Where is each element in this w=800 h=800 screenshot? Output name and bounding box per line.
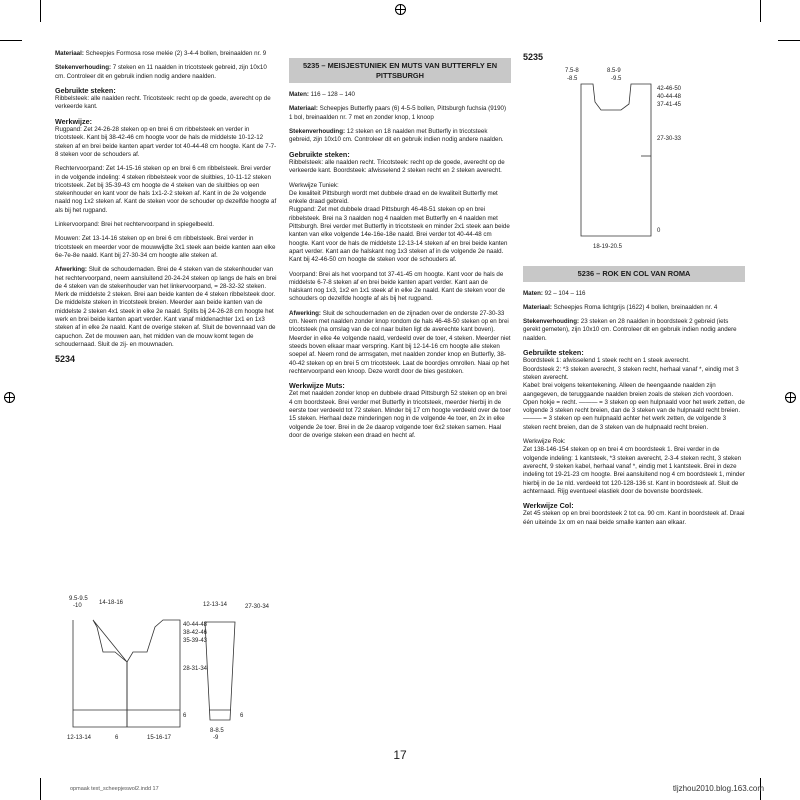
mouwen-text: Mouwen: Zet 13-14-16 steken op en brei 6 cm ribbelsteek. Brei verder in tricotsteek en meerder voor de mouwwijdte 3x1 steek aan beide kanten aan elke 6e-7e-8e naald. Kant bij 27-30-34 cm hoogte alle steken af. (55, 235, 276, 259)
maten-paragraph (523, 290, 745, 298)
crop-mark (40, 778, 41, 800)
materiaal-paragraph (55, 50, 277, 58)
dim-label: -9 (213, 735, 219, 741)
dim-label: 6 (115, 735, 119, 741)
kabel-text: Kabel: brei volgens tekentekening. Alleen de heengaande naalden zijn aangegeven, de teruggaande naalden breien zoals de steken zich voordoen. Open hokje = recht. ——— = 3 steken op een hulpnaald voor het werk zetten, de volgende 3 steken recht breien, dan de 3 steken van de hulpnaald recht breien. ——— = 3 steken op een hulpnaald achter het werk zetten, de volgende 3 steken recht breien, dan de 3 steken van de hulpnaald recht breien. (523, 382, 745, 431)
maten-paragraph (289, 91, 511, 99)
dim-label: 8-8.5 (210, 728, 224, 734)
stekenverhouding-text: 12 steken en 18 naalden met Butterfly in tricotsteek gebreid, zijn 10x10 cm. Controleer dit en gebruik indien nodig andere naalden. (289, 128, 504, 144)
gebruikte-steken-heading: Gebruikte steken: (55, 85, 116, 95)
dim-label: 9.5-9.5 (69, 596, 88, 602)
schematic-tunic-outline (581, 84, 651, 236)
boordsteek-1-text: Boordsteek 1: afwisselend 1 steek recht en 1 steek averecht. (523, 357, 690, 365)
materiaal-paragraph (289, 105, 511, 122)
dim-label: 27-30-34 (245, 604, 270, 610)
dim-label: 35-39-43 (183, 638, 208, 644)
dim-label: -9.5 (611, 76, 622, 82)
stekenverhouding-paragraph (523, 318, 745, 343)
afwerking-label: Afwerking: (55, 266, 87, 274)
footer-file-name: opmaak text_scheepjeswol2.indd 17 (70, 786, 159, 792)
dim-label: 18-19-20.5 (593, 244, 623, 250)
dim-label: 38-42-46 (183, 630, 208, 636)
stekenverhouding-paragraph (55, 64, 277, 81)
dim-label: 12-13-14 (67, 735, 92, 741)
materiaal-label: Materiaal: (55, 50, 84, 57)
crop-mark (0, 40, 22, 41)
crop-mark (40, 0, 41, 22)
maten-text: 92 – 104 – 116 (544, 289, 586, 297)
werkwijze-rok-heading: Werkwijze Rok: (523, 438, 566, 446)
materiaal-paragraph (523, 304, 745, 312)
rok-text: Zet 138-146-154 steken op en brei 4 cm boordsteek 1. Brei verder in de volgende indeling: 1 kantsteek, *3 steken averecht, 2-3-4 steken recht, 3 steken averecht, 9 steken kabel, herhaal vanaf *, eindig met 1 kantsteek. Brei in deze indeling tot 19-21-23 cm hoogte. Brei aansluitend nog 4 cm boordsteek 1, minder hierbij in de 1e nld. verdeeld tot 120-128-136 st. Kant in boordsteek af. Sluit de achternaad. Rijg eventueel elastiek door de bovenste boordsteek. (523, 446, 745, 495)
dim-label: 37-41-45 (657, 102, 682, 108)
boordsteek-2-text: Boordsteek 2: *3 steken averecht, 3 steken recht, herhaal vanaf *, eindig met 3 steken averecht. (523, 365, 739, 381)
maten-text: 116 – 128 – 140 (310, 91, 355, 99)
schematic-5235 (523, 64, 748, 254)
column-middle (289, 58, 511, 446)
schematic-5234 (55, 592, 290, 742)
tuniek-voorpand: Voorpand: Brei als het voorpand tot 37-41-45 cm hoogte. Kant voor de hals de middelste 6-7-8 steken af en brei beide kanten apart verder. Kant aan de halskant nog 1x3, 1x2 en 1x1 steek af in elke 2e naald. Kant de steken voor de schouders op dezelfde hoogte af als bij het rugpand. (289, 270, 506, 303)
afwerking-text: Sluit de schoudernaden en de zijnaden over de onderste 27-30-33 cm. Neem met naalden zonder knop rondom de hals 46-48-50 steken op en brei tricotsteek (na omslag van de col naar buiten ligt de averechte kant boven). Meerder in elke 4e volgende naald, verdeeld over de toer, 4 steken. Meerder niet steeds boven elkaar maar verspring. Kant bij 12-14-16 cm hoogte alle steken soepel af. Neem rond de armsgaten, met naalden zonder knop en Butterfly, 38-40-42 steken op en brei 5 cm tricotsteek. Laat de boordjes omrollen. Naai op het rechtervoorpand een knoop. Deze wordt door de bies gestoken. (289, 309, 511, 375)
column-right (523, 266, 745, 533)
gebruikte-steken-text: Ribbelsteek: alle naalden recht. Tricotsteek: recht op de goede, averecht op de verkeerde kant. (55, 95, 271, 111)
crop-mark (760, 0, 761, 22)
schematic-sleeve-outline (205, 622, 235, 720)
column-left (55, 50, 277, 364)
footer-watermark: tljzhou2010.blog.163.com (672, 784, 764, 793)
werkwijze-heading: Werkwijze: (55, 116, 93, 126)
rugpand-text: Rugpand: Zet 24-26-28 steken op en brei 6 cm ribbelsteek en verder in tricotsteek. Kant bij 38-42-46 cm hoogte voor de hals de middelste 10-12-12 steken af en brei beide kanten apart verder tot 40-44-48 cm hoogte. Kant de 7-7-8 steken voor de schouders af. (55, 126, 277, 158)
dim-label: -10 (73, 603, 82, 609)
dim-label: 40-44-48 (657, 94, 682, 100)
stekenverhouding-label: Stekenverhouding: (523, 318, 580, 326)
col-text: Zet 45 steken op en brei boordsteek 2 tot ca. 90 cm. Kant in boordsteek af. Draai één uiteinde 1x om en naai beide smalle kanten aan elkaar. (523, 510, 745, 526)
muts-text: Zet met naalden zonder knop en dubbele draad Pittsburgh 52 steken op en brei 4 cm boordsteek. Brei verder met Butterfly in tricotsteek, meerder hierbij in de eerste toer verdeeld tot 72 steken. Minder bij 17 cm hoogte verdeeld over de toer 15 steken. Herhaal deze minderingen nog in de volgende 4e toer, en 2x in elke volgende 2e toer. Brei in de 2e daarop volgende toer 6x2 steken samen. Haal door de overige steken een draad en hecht af. (289, 390, 511, 439)
gebruikte-steken-heading: Gebruikte steken: (523, 348, 584, 358)
linkervoorpand-text: Linkervoorpand: Brei het rechtervoorpand in spiegelbeeld. (55, 221, 214, 229)
stekenverhouding-text: 7 steken en 11 naalden in tricotsteek gebreid, zijn 10x10 cm. Controleer dit en gebruik indien nodig andere naalden. (55, 64, 267, 80)
registration-mark-left (4, 392, 15, 403)
werkwijze-muts-heading: Werkwijze Muts: (289, 381, 345, 391)
dim-label: 6 (240, 713, 244, 719)
stekenverhouding-label: Stekenverhouding: (289, 128, 346, 136)
stekenverhouding-paragraph (289, 128, 511, 145)
materiaal-label: Materiaal: (289, 105, 318, 113)
maten-label: Maten: (289, 91, 309, 99)
werkwijze-col-heading: Werkwijze Col: (523, 501, 574, 511)
tuniek-rugpand: Rugpand: Zet met dubbele draad Pittsburgh 46-48-51 steken op en brei ribbelsteek. Brei na 3 naalden nog 4 naalden met Butterfly en 4 naalden met Pittsburgh. Brei verder met Butterfly in tricotsteek en minder 2x1 steek aan beide kanten van elke volgende 14e-16e-18e naald. Brei verder tot 40-44-48 cm hoogte. Kant voor de hals de middelste 12-13-14 steken af en brei beide kanten apart verder. Kant aan de halskant nog 1x3 steken af in de volgende 2e naald. Kant bij 42-46-50 cm hoogte de steken voor de schouders af. (289, 206, 510, 264)
registration-mark-right (785, 392, 796, 403)
dim-label: 40-44-48 (183, 622, 208, 628)
materiaal-text: Scheepjes Formosa rose melée (2) 3-4-4 bollen, breinaalden nr. 9 (85, 50, 267, 57)
crop-mark (778, 40, 800, 41)
tuniek-intro: De kwaliteit Pittsburgh wordt met dubbele draad en de kwaliteit Butterfly met enkele draad gebreid. (289, 189, 498, 206)
section-banner-5236: 5236 – ROK EN COL VAN ROMA (523, 266, 745, 282)
diagram-number-5234: 5234 (55, 354, 76, 365)
stekenverhouding-text: 23 steken en 28 naalden in boordsteek 2 gebreid (iets gerekt gemeten), zijn 10x10 cm. Controleer dit en gebruik indien nodig andere naalden. (523, 318, 737, 342)
dim-label: 12-13-14 (203, 602, 228, 608)
dim-label: -8.5 (567, 76, 578, 82)
materiaal-label: Materiaal: (523, 303, 552, 311)
dim-label: 27-30-33 (657, 136, 682, 142)
materiaal-text: Scheepjes Roma lichtgrijs (1622) 4 bollen, breinaalden nr. 4 (553, 303, 718, 311)
section-banner-5235: 5235 – MEISJESTUNIEK EN MUTS VAN BUTTERFLY EN PITTSBURGH (289, 58, 511, 83)
afwerking-text: Sluit de schoudernaden. Brei de 4 steken van de stekenhouder van het rechtervoorpand, neem aansluitend 20-24-24 steken op langs de hals en brei de 4 steken van de stekenhouder van het linkervoorpand, = 28-32-32 steken. Merk de middelste 2 steken. Brei aan beide kanten de 4 steken ribbelsteek door. De middelste steken in tricotsteek breien. Meerder aan beide kanten van de middelste 2 steken 4x1 steek in elke 2e naald. Splits bij 24-26-28 cm hoogte het werk en brei beide kanten apart verder. Kant vanaf middenachter 1x1 en 1x3 steken af in elke 2e naald. Kant de overige steken af. Sluit de bovennaad van de capuchon. Zet de mouwen aan, het midden van de mouw komt tegen de schoudernaad. Sluit de zij- en mouwnaden. (55, 266, 277, 348)
afwerking-paragraph (289, 310, 511, 376)
schematic-body-outline (73, 620, 180, 727)
dim-label: 14-18-16 (99, 600, 124, 606)
maten-label: Maten: (523, 289, 543, 297)
dim-label: 28-31-34 (183, 666, 208, 672)
gebruikte-steken-text: Ribbelsteek: alle naalden recht. Tricotsteek: recht op de goede, averecht op de verkeerde kant. Boordsteek: afwisselend 2 steken recht en 2 steken averecht. (289, 158, 505, 175)
afwerking-paragraph (55, 266, 277, 349)
dim-label: 0 (657, 228, 661, 234)
dim-label: 7.5-8 (565, 68, 579, 74)
rechtervoorpand-text: Rechtervoorpand: Zet 14-15-16 steken op en brei 6 cm ribbelsteek. Brei verder in de volgende indeling: 4 steken ribbelsteek voor de sluitbies, 10-11-12 steken tricotsteek. Zet bij 35-39-43 cm hoogte de 4 steken van de sluitbies op een stekenhouder en kant voor de hals 1x1-2-2 steken af. Kant in de 2e volgende naald nog 1x2 steken af. Kant de steken voor de schouder op dezelfde hoogte af als bij het rugpand. (55, 165, 277, 214)
diagram-number-5235: 5235 (523, 52, 544, 62)
stekenverhouding-label: Stekenverhouding: (55, 64, 112, 72)
werkwijze-tuniek-heading: Werkwijze Tuniek: (289, 181, 339, 189)
dim-label: 6 (183, 713, 187, 719)
dim-label: 15-16-17 (147, 735, 172, 741)
dim-label: 42-46-50 (657, 86, 682, 92)
materiaal-text: Scheepjes Butterfly paars (6) 4-5-5 bollen, Pittsburgh fuchsia (9190) 1 bol, breinaalden nr. 7 met en zonder knop, 1 knoop (289, 105, 507, 121)
dim-label: 8.5-9 (607, 68, 621, 74)
gebruikte-steken-heading: Gebruikte steken: (289, 149, 350, 159)
afwerking-label: Afwerking: (289, 309, 321, 317)
page-number: 17 (393, 748, 407, 762)
registration-mark-top (395, 4, 406, 15)
